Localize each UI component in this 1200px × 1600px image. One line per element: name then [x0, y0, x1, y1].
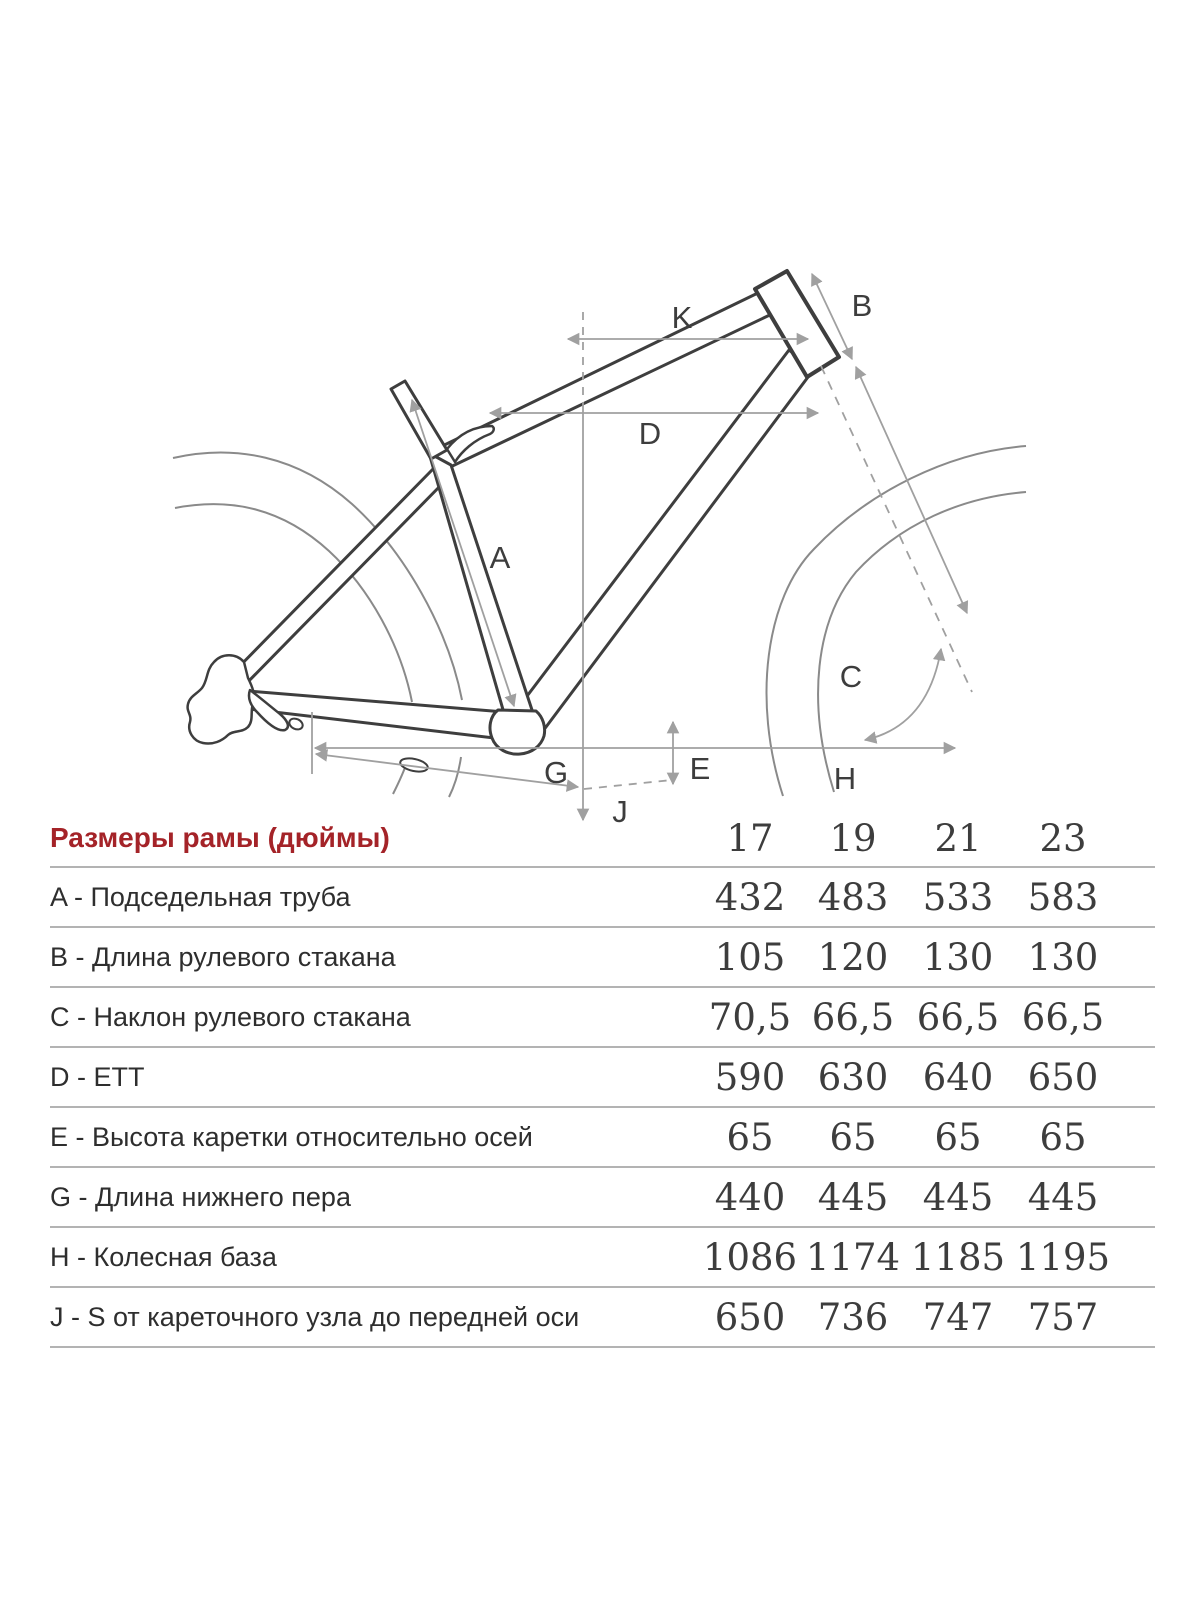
label-D: D [638, 416, 662, 451]
seat-tube [429, 453, 534, 727]
row-value: 630 [817, 1055, 889, 1099]
row-value: 640 [922, 1055, 994, 1099]
row-value: 65 [726, 1115, 774, 1159]
steering-axis-dashed [821, 366, 972, 692]
row-value: 65 [934, 1115, 982, 1159]
label-K: K [671, 300, 693, 335]
label-C: C [839, 659, 863, 694]
table-row [50, 1228, 1155, 1288]
table-row [50, 988, 1155, 1048]
table-row [50, 928, 1155, 988]
seat-stay [227, 469, 445, 691]
row-value: 445 [922, 1175, 994, 1219]
label-J: J [612, 794, 628, 829]
row-value: 65 [1039, 1115, 1087, 1159]
table-row [50, 868, 1155, 928]
row-value: 66,5 [811, 995, 895, 1039]
column-header: 17 [726, 816, 774, 860]
row-label: G - Длина нижнего пера [50, 1181, 351, 1212]
row-value: 445 [1027, 1175, 1099, 1219]
row-value: 650 [714, 1295, 786, 1339]
rear-dropout [188, 655, 254, 743]
row-label: H - Колесная база [50, 1241, 277, 1272]
dim-C-arc [865, 649, 941, 740]
row-value: 1185 [910, 1235, 1006, 1279]
row-label: B - Длина рулевого стакана [50, 941, 396, 972]
bike-frame [188, 271, 839, 774]
row-value: 650 [1027, 1055, 1099, 1099]
table-row [50, 1108, 1155, 1168]
table-row [50, 1288, 1155, 1348]
row-value: 70,5 [708, 995, 792, 1039]
row-value: 130 [1027, 935, 1099, 979]
table-row [50, 1048, 1155, 1108]
row-value: 130 [922, 935, 994, 979]
front-wheel-inner-arc [818, 492, 1026, 792]
row-value: 66,5 [916, 995, 1000, 1039]
fork-length-line [856, 367, 967, 613]
label-A: A [489, 540, 511, 575]
dim-G-line [316, 754, 578, 787]
geometry-table [50, 810, 1155, 1348]
label-H: H [833, 761, 857, 796]
rear-wheel-outer-arc-lower [449, 757, 461, 797]
row-value: 105 [714, 935, 786, 979]
dim-J-dashed [584, 780, 672, 789]
row-value: 747 [922, 1295, 994, 1339]
row-value: 66,5 [1021, 995, 1105, 1039]
axle-nut [288, 717, 305, 732]
row-value: 440 [714, 1175, 786, 1219]
row-value: 1195 [1015, 1235, 1111, 1279]
row-value: 432 [714, 875, 786, 919]
row-label: A - Подседельная труба [50, 881, 351, 912]
row-value: 583 [1027, 875, 1099, 919]
column-header: 23 [1039, 816, 1087, 860]
column-header: 21 [934, 816, 982, 860]
row-value: 65 [829, 1115, 877, 1159]
row-value: 590 [714, 1055, 786, 1099]
row-value: 757 [1027, 1295, 1099, 1339]
table-row [50, 1168, 1155, 1228]
column-header: 19 [829, 816, 877, 860]
row-value: 445 [817, 1175, 889, 1219]
label-B: B [851, 288, 873, 323]
row-value: 120 [817, 935, 889, 979]
head-tube [755, 271, 839, 377]
row-value: 1174 [805, 1235, 901, 1279]
row-value: 533 [922, 875, 994, 919]
row-label: E - Высота каретки относительно осей [50, 1121, 533, 1152]
row-label: J - S от кареточного узла до передней оси [50, 1301, 580, 1332]
row-value: 1086 [702, 1235, 798, 1279]
row-label: D - ETT [50, 1061, 145, 1092]
table-title: Размеры рамы (дюймы) [50, 822, 390, 853]
label-G: G [543, 755, 569, 790]
row-value: 483 [817, 875, 889, 919]
label-E: E [689, 751, 711, 786]
table-header-row [50, 810, 1155, 868]
row-value: 736 [817, 1295, 889, 1339]
row-label: C - Наклон рулевого стакана [50, 1001, 411, 1032]
